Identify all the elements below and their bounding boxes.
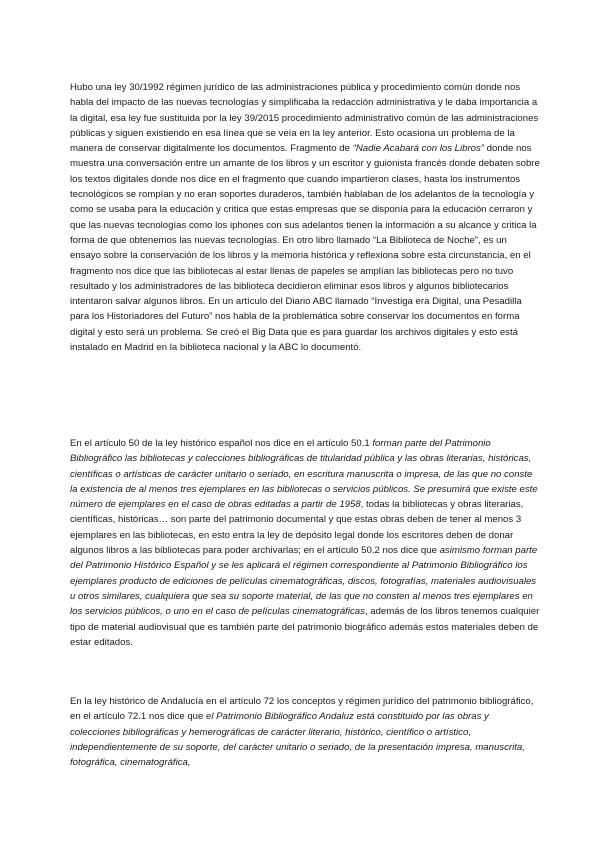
- paragraph-2-text-a: En el artículo 50 de la ley histórico español nos dice en el artículo 50.1: [70, 438, 373, 449]
- paragraph-2-quote-50-2: asimismo forman parte del Patrimonio Histórico Español y se les aplicará el régimen correspondiente al Patrimonio Bibliográfico los ejemplares producto de ediciones de películas cinematográficas, discos, fotografías, materiales audiovisuales u otros similares, cualquiera que sea su soporte material, de las que no consten al menos tres ejemplares en los servicios públicos, o uno en el caso de películas cinematográficas: [70, 545, 538, 618]
- paragraph-1-text-b: donde nos muestra una conversación entre un amante de los libros y un escritor y guionista francés donde debaten sobre los textos digitales donde nos dice en el fragmento que cuando impartieron clases, hasta los instrumentos tecnológicos se rompían y no eran soportes duraderos, también hablaban de los adelantos de la tecnología y como se usaba para la educación y critica que estas empresas que se disponía para la educación cerraron y que las nuevas tecnologías como los iphones con sus adelantos tienen la información a su alcance y critica la forma de que obtenemos las nuevas tecnologías. En otro libro llamado “La Biblioteca de Noche”, es un ensayo sobre la conservación de los libros y la memoria histórica y reflexiona sobre esta circunstancia, en el fragmento nos dice que las bibliotecas al estar llenas de papeles se amplían las bibliotecas pero no tuvo resultado y los administradores de las biblioteca decidieron eliminar esos libros y algunos bibliotecarios intentaron salvar algunos libros. En un artículo del Diario ABC llamado “Investiga era Digital, una Pesadilla para los Historiadores del Futuro” nos habla de la problemática sobre conservar los documentos en forma digital y esto será un problema. Se creó el Big Data que es para guardar los archivos digitales y esto está instalado en Madrid en la biblioteca nacional y la ABC lo documentó.: [70, 143, 540, 354]
- paragraph-2: [70, 436, 540, 650]
- paragraph-1-text-a: Hubo una ley 30/1992 régimen jurídico de las administraciones pública y procedimiento común donde nos habla del impacto de las nuevas tecnologías y simplificaba la redacción administrativa y le daba importancia a la digital, esa ley fue sustituida por la ley 39/2015 procedimiento administrativo común de las administraciones públicas y siguen existiendo en esa línea que se veía en la ley anterior. Esto ocasiona un problema de la manera de conservar digitalmente los documentos. Fragmento de: [70, 82, 539, 155]
- paragraph-2-text-c: , además de los libros tenemos cualquier tipo de material audiovisual que es también parte del patrimonio biográfico además estos materiales deben de estar editados.: [70, 606, 540, 648]
- paragraph-3-text-a: En la ley histórico de Andalucía en el artículo 72 los conceptos y régimen jurídico del patrimonio bibliográfico, en el artículo 72.1 nos dice que: [70, 696, 534, 723]
- paragraph-3: [70, 694, 540, 770]
- paragraph-1: [70, 80, 540, 355]
- paragraph-2-quote-50-1: forman parte del Patrimonio Bibliográfico las bibliotecas y colecciones bibliográficas de titularidad pública y las obras literarias, históricas, científicas o artísticas de carácter unitario o seriado, en escritura manuscrita o impresa, de las que no conste la existencia de al menos tres ejemplares en las bibliotecas o servicios públicos. Se presumirá que existe este número de ejemplares en el caso de obras editadas a partir de 1958: [70, 438, 538, 511]
- paragraph-2-text-b: , todas la bibliotecas y obras literarias, científicas, históricas… son parte del patrimonio documental y que estas obras deben de tener al menos 3 ejemplares en las bibliotecas, en esto entra la ley de depósito legal donde los escritores deben de donar algunos libros a las bibliotecas para poder archivarlas; en el artículo 50.2 nos dice que: [70, 499, 524, 557]
- paragraph-3-quote-72-1: el Patrimonio Bibliográfico Andaluz está constituido por las obras y colecciones bibliográficas y hemerográficas de carácter literario, histórico, científico o artístico, independientemente de su soporte, del carácter unitario o seriado, de la presentación impresa, manuscrita, fotográfica, cinematográfica,: [70, 711, 525, 769]
- paragraph-1-book-title: “Nadie Acabará con los Libros”: [352, 143, 484, 155]
